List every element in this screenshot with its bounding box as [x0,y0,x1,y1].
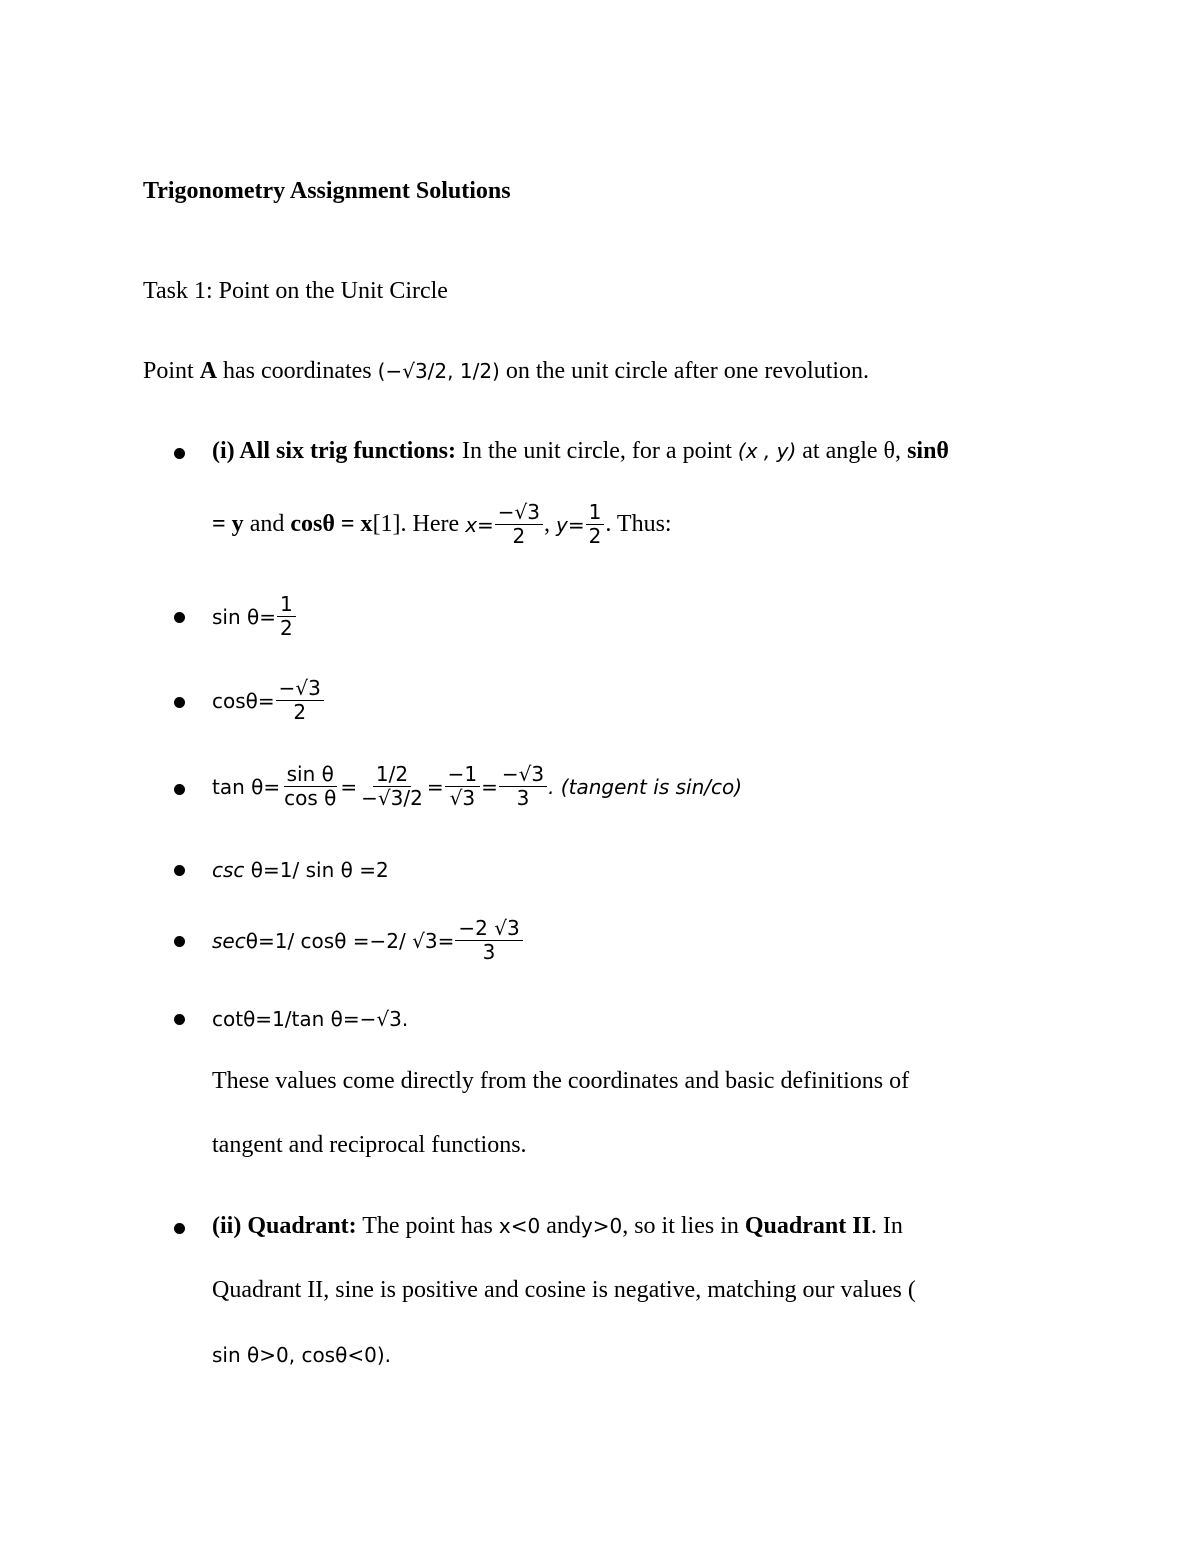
equation-lhs: sin θ= [212,604,277,629]
numerator: 1 [586,502,605,525]
bullet-icon [174,612,185,623]
bullet-icon [174,1223,185,1234]
math-inequality: x<0 [498,1214,541,1238]
denominator: 2 [588,524,602,548]
denominator: cos θ [284,786,337,810]
item-text: , [544,511,557,537]
quadrant-label: Quadrant II [744,1213,871,1239]
bullet-icon [174,936,185,947]
intro-paragraph [143,358,869,385]
item-label: (ii) Quadrant: [212,1213,357,1239]
numerator: −1 [445,764,480,787]
equation-rhs: θ=1/ cosθ =−2/ √3= [245,928,455,953]
fraction [358,764,426,809]
equation-lhs: cosθ= [212,688,275,713]
math-x: x= [465,512,494,537]
fraction [445,764,480,809]
bullet-icon [174,784,185,795]
numerator: −√3 [495,502,543,525]
coordinates: (−√3/2, 1/2) [377,359,500,383]
cos-equation [212,678,325,723]
intro-text: on the unit circle after one revolution. [499,358,870,384]
item-ii-line3: sin θ>0, cosθ<0). [212,1343,391,1367]
cos-theta-bold: cosθ [290,511,335,537]
point-label: A [199,358,218,384]
intro-text: has coordinates [217,358,378,384]
item-ii-line2: Quadrant II, sine is positive and cosine is negative, matching our values ( [212,1277,916,1303]
denominator: 2 [512,524,526,548]
numerator: 1/2 [373,764,411,787]
item-text: , so it lies in [622,1213,745,1239]
bullet-icon [174,448,185,459]
intro-text: Point [143,358,200,384]
explanation-line2: tangent and reciprocal functions. [212,1132,527,1158]
sin-equation [212,594,297,639]
equation-lhs: tan θ= [212,774,281,799]
numerator: −√3 [499,764,547,787]
fraction [281,764,339,809]
bullet-icon [174,1014,185,1025]
item-text: and [540,1213,581,1239]
item-text: . Thus: [605,511,672,537]
numerator: 1 [277,594,296,617]
equals-sign: = [481,774,498,799]
sec-equation [212,918,524,963]
sec-label: sec [212,928,246,953]
csc-label: csc [212,858,245,882]
item-text: The point has [356,1213,499,1239]
item-i-line2 [212,502,672,547]
denominator: 3 [482,940,496,964]
numerator: −√3 [276,678,324,701]
tan-equation [212,764,742,809]
fraction [455,918,522,963]
fraction [586,502,605,547]
bullet-icon [174,865,185,876]
tangent-note: . (tangent is sin/co) [548,774,743,799]
item-i-line1 [212,438,949,465]
bullet-icon [174,697,185,708]
item-text: In the unit circle, for a point [456,438,738,464]
item-label: (i) All six trig functions: [212,438,456,464]
item-text: . In [870,1213,903,1239]
item-text: at angle θ, [796,438,908,464]
explanation-line1: These values come directly from the coordinates and basic definitions of [212,1068,910,1094]
denominator: √3 [449,786,476,810]
fraction [495,502,543,547]
denominator: −√3/2 [361,786,423,810]
fraction [276,678,324,723]
math-y: y= [556,512,585,537]
numerator: sin θ [284,764,337,787]
task-heading: Task 1: Point on the Unit Circle [143,278,448,304]
numerator: −2 √3 [455,918,522,941]
sin-theta-bold: sinθ [907,438,949,464]
denominator: 3 [516,786,530,810]
equals-sign: = [426,774,444,799]
item-text: and [243,511,291,537]
denominator: 2 [293,700,307,724]
point-xy: (x , y) [737,439,797,463]
equation-rhs: θ=1/ sin θ =2 [244,858,389,882]
math-inequality: y>0 [580,1214,623,1238]
cot-equation: cotθ=1/tan θ=−√3. [212,1007,409,1031]
fraction [277,594,296,639]
fraction [499,764,547,809]
item-ii-line1 [212,1213,903,1240]
denominator: 2 [280,616,293,640]
item-text: = y [212,511,244,537]
item-text: [1]. Here [372,511,466,537]
item-text: = x [334,511,373,537]
equals-sign: = [340,774,358,799]
csc-equation [212,858,389,882]
document-title: Trigonometry Assignment Solutions [143,178,511,204]
